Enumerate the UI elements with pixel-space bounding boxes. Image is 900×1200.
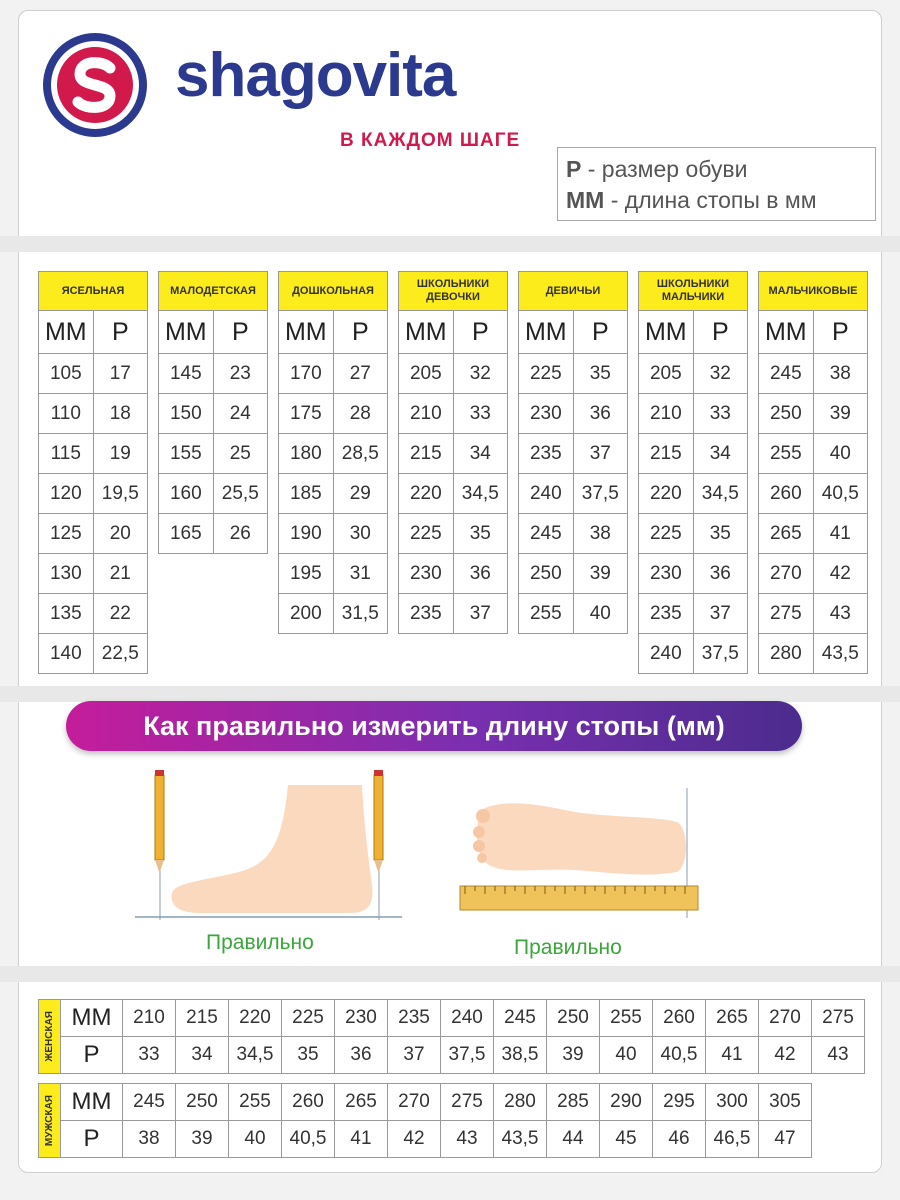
table-title: МАЛЬЧИКОВЫЕ: [759, 272, 868, 311]
mm-cell: 265: [335, 1084, 388, 1121]
table-row: [639, 394, 748, 434]
p-cell: 31,5: [333, 594, 387, 634]
mm-cell: 260: [282, 1084, 335, 1121]
mm-cell: 270: [759, 554, 814, 594]
p-cell: 47: [759, 1121, 812, 1158]
p-cell: 40,5: [282, 1121, 335, 1158]
table-row: [39, 1037, 865, 1074]
mm-cell: 280: [494, 1084, 547, 1121]
mm-cell: 165: [159, 514, 214, 554]
mm-cell: 250: [547, 1000, 600, 1037]
p-cell: 34: [453, 434, 507, 474]
legend-mm-key: ММ: [566, 187, 605, 213]
table-row: [759, 554, 868, 594]
p-cell: 43,5: [494, 1121, 547, 1158]
mm-cell: 255: [600, 1000, 653, 1037]
mm-cell: 210: [123, 1000, 176, 1037]
p-cell: 38: [573, 514, 627, 554]
table-title: ШКОЛЬНИКИ МАЛЬЧИКИ: [639, 272, 748, 311]
p-cell: 30: [333, 514, 387, 554]
table-row: [39, 474, 148, 514]
mm-cell: 245: [759, 354, 814, 394]
kids-size-table: [398, 271, 508, 634]
p-cell: 37: [573, 434, 627, 474]
unit-mm-label: ММ: [279, 311, 334, 354]
p-cell: 38: [123, 1121, 176, 1158]
p-cell: 40,5: [813, 474, 867, 514]
mm-cell: 210: [399, 394, 454, 434]
p-cell: 25: [213, 434, 267, 474]
table-row: [39, 554, 148, 594]
brand-name: shagovita: [175, 41, 456, 110]
table-title: МАЛОДЕТСКАЯ: [159, 272, 268, 311]
table-row: [519, 474, 628, 514]
p-cell: 28: [333, 394, 387, 434]
p-cell: 38,5: [494, 1037, 547, 1074]
table-row: [759, 434, 868, 474]
p-cell: 25,5: [213, 474, 267, 514]
divider-band: [0, 236, 900, 252]
p-cell: 42: [759, 1037, 812, 1074]
unit-mm-label: ММ: [759, 311, 814, 354]
mm-cell: 205: [399, 354, 454, 394]
mm-cell: 230: [399, 554, 454, 594]
p-cell: 38: [813, 354, 867, 394]
p-cell: 34,5: [453, 474, 507, 514]
mm-cell: 185: [279, 474, 334, 514]
mm-cell: 115: [39, 434, 94, 474]
mm-cell: 225: [399, 514, 454, 554]
p-cell: 34,5: [229, 1037, 282, 1074]
unit-p-label: Р: [61, 1121, 123, 1158]
table-title: ЯСЕЛЬНАЯ: [39, 272, 148, 311]
p-cell: 35: [573, 354, 627, 394]
table-row: [279, 354, 388, 394]
p-cell: 37: [388, 1037, 441, 1074]
mm-cell: 255: [519, 594, 574, 634]
kids-size-table: [758, 271, 868, 674]
unit-p-label: Р: [333, 311, 387, 354]
mm-cell: 125: [39, 514, 94, 554]
p-cell: 32: [453, 354, 507, 394]
table-row: [759, 514, 868, 554]
mm-cell: 145: [159, 354, 214, 394]
unit-mm-label: ММ: [61, 1000, 123, 1037]
mm-cell: 250: [759, 394, 814, 434]
mm-cell: 110: [39, 394, 94, 434]
mm-cell: 170: [279, 354, 334, 394]
mm-cell: 200: [279, 594, 334, 634]
mm-cell: 210: [639, 394, 694, 434]
table-row: [519, 514, 628, 554]
mm-cell: 275: [812, 1000, 865, 1037]
p-cell: 32: [693, 354, 747, 394]
table-row: [39, 354, 148, 394]
p-cell: 42: [813, 554, 867, 594]
p-cell: 24: [213, 394, 267, 434]
table-row: [399, 474, 508, 514]
pencil-icon: [374, 770, 383, 873]
table-side-label: ЖЕНСКАЯ: [39, 1000, 61, 1074]
p-cell: 43: [812, 1037, 865, 1074]
mm-cell: 230: [639, 554, 694, 594]
mm-cell: 235: [388, 1000, 441, 1037]
p-cell: 37: [453, 594, 507, 634]
p-cell: 37: [693, 594, 747, 634]
p-cell: 40: [229, 1121, 282, 1158]
pencil-icon: [155, 770, 164, 873]
table-row: [279, 594, 388, 634]
unit-p-label: Р: [813, 311, 867, 354]
mm-cell: 215: [399, 434, 454, 474]
ruler-icon: [460, 886, 698, 910]
p-cell: 42: [388, 1121, 441, 1158]
mm-cell: 220: [399, 474, 454, 514]
table-title: ДОШКОЛЬНАЯ: [279, 272, 388, 311]
table-row: [279, 394, 388, 434]
table-row: [39, 1121, 812, 1158]
p-cell: 43,5: [813, 634, 867, 674]
mm-cell: 265: [759, 514, 814, 554]
table-row: [519, 354, 628, 394]
legend-box: [557, 147, 876, 221]
p-cell: 43: [813, 594, 867, 634]
table-row: [639, 554, 748, 594]
p-cell: 46,5: [706, 1121, 759, 1158]
p-cell: 45: [600, 1121, 653, 1158]
unit-mm-label: ММ: [399, 311, 454, 354]
mm-cell: 245: [519, 514, 574, 554]
unit-p-label: Р: [61, 1037, 123, 1074]
table-row: [39, 434, 148, 474]
p-cell: 21: [93, 554, 147, 594]
mm-cell: 245: [494, 1000, 547, 1037]
legend-mm-text: - длина стопы в мм: [610, 187, 817, 213]
mm-cell: 295: [653, 1084, 706, 1121]
mm-cell: 135: [39, 594, 94, 634]
mm-cell: 250: [519, 554, 574, 594]
mm-cell: 270: [388, 1084, 441, 1121]
table-row: [759, 394, 868, 434]
mm-cell: 290: [600, 1084, 653, 1121]
p-cell: 29: [333, 474, 387, 514]
mm-cell: 300: [706, 1084, 759, 1121]
table-title: ШКОЛЬНИКИ ДЕВОЧКИ: [399, 272, 508, 311]
brand-logo-icon: [40, 30, 150, 140]
mm-cell: 105: [39, 354, 94, 394]
mm-cell: 245: [123, 1084, 176, 1121]
p-cell: 34: [176, 1037, 229, 1074]
p-cell: 36: [573, 394, 627, 434]
mm-cell: 155: [159, 434, 214, 474]
p-cell: 22,5: [93, 634, 147, 674]
table-row: [279, 554, 388, 594]
correct-label-2: Правильно: [514, 936, 622, 959]
p-cell: 37,5: [441, 1037, 494, 1074]
table-row: [39, 394, 148, 434]
table-row: [39, 594, 148, 634]
table-row: [399, 594, 508, 634]
p-cell: 34,5: [693, 474, 747, 514]
table-row: [159, 474, 268, 514]
mm-cell: 225: [519, 354, 574, 394]
divider-band: [0, 686, 900, 702]
p-cell: 17: [93, 354, 147, 394]
p-cell: 39: [176, 1121, 229, 1158]
unit-p-label: Р: [93, 311, 147, 354]
p-cell: 26: [213, 514, 267, 554]
table-row: [639, 474, 748, 514]
p-cell: 27: [333, 354, 387, 394]
p-cell: 43: [441, 1121, 494, 1158]
unit-mm-label: ММ: [639, 311, 694, 354]
unit-p-label: Р: [213, 311, 267, 354]
p-cell: 40: [813, 434, 867, 474]
p-cell: 28,5: [333, 434, 387, 474]
mm-cell: 260: [653, 1000, 706, 1037]
foot-side-illustration: [130, 765, 410, 925]
table-row: [519, 594, 628, 634]
mm-cell: 285: [547, 1084, 600, 1121]
table-row: [279, 434, 388, 474]
table-row: [39, 514, 148, 554]
women-size-table: [38, 999, 865, 1074]
divider-band: [0, 966, 900, 982]
mm-cell: 220: [229, 1000, 282, 1037]
unit-p-label: Р: [693, 311, 747, 354]
table-row: [399, 394, 508, 434]
table-row: [159, 354, 268, 394]
mm-cell: 220: [639, 474, 694, 514]
mm-cell: 240: [639, 634, 694, 674]
mm-cell: 120: [39, 474, 94, 514]
unit-mm-label: ММ: [61, 1084, 123, 1121]
p-cell: 33: [693, 394, 747, 434]
p-cell: 22: [93, 594, 147, 634]
mm-cell: 130: [39, 554, 94, 594]
table-side-label: МУЖСКАЯ: [39, 1084, 61, 1158]
mm-cell: 240: [441, 1000, 494, 1037]
p-cell: 34: [693, 434, 747, 474]
p-cell: 19: [93, 434, 147, 474]
measure-banner: Как правильно измерить длину стопы (мм): [66, 701, 802, 751]
mm-cell: 255: [229, 1084, 282, 1121]
table-row: [159, 394, 268, 434]
p-cell: 36: [453, 554, 507, 594]
mm-cell: 225: [282, 1000, 335, 1037]
table-row: [399, 354, 508, 394]
mm-cell: 260: [759, 474, 814, 514]
mm-cell: 305: [759, 1084, 812, 1121]
p-cell: 41: [813, 514, 867, 554]
mm-cell: 175: [279, 394, 334, 434]
mm-cell: 150: [159, 394, 214, 434]
mm-cell: 265: [706, 1000, 759, 1037]
p-cell: 35: [282, 1037, 335, 1074]
unit-mm-label: ММ: [39, 311, 94, 354]
table-row: [759, 474, 868, 514]
table-row: [639, 594, 748, 634]
mm-cell: 275: [759, 594, 814, 634]
table-row: [399, 554, 508, 594]
p-cell: 36: [693, 554, 747, 594]
table-row: [399, 514, 508, 554]
table-row: [519, 394, 628, 434]
correct-label-1: Правильно: [206, 931, 314, 954]
mm-cell: 235: [519, 434, 574, 474]
mm-cell: 240: [519, 474, 574, 514]
brand-tagline: В КАЖДОМ ШАГЕ: [340, 130, 521, 151]
mm-cell: 235: [639, 594, 694, 634]
mm-cell: 190: [279, 514, 334, 554]
kids-size-table: [38, 271, 148, 674]
table-row: [759, 634, 868, 674]
table-row: [639, 514, 748, 554]
table-row: [639, 354, 748, 394]
p-cell: 39: [573, 554, 627, 594]
mm-cell: 205: [639, 354, 694, 394]
kids-size-table: [278, 271, 388, 634]
p-cell: 36: [335, 1037, 388, 1074]
table-row: [39, 634, 148, 674]
kids-size-table: [158, 271, 268, 554]
p-cell: 40,5: [653, 1037, 706, 1074]
p-cell: 33: [123, 1037, 176, 1074]
p-cell: 35: [693, 514, 747, 554]
unit-p-label: Р: [573, 311, 627, 354]
unit-p-label: Р: [453, 311, 507, 354]
mm-cell: 215: [176, 1000, 229, 1037]
table-row: [279, 474, 388, 514]
table-row: [519, 434, 628, 474]
mm-cell: 230: [519, 394, 574, 434]
p-cell: 44: [547, 1121, 600, 1158]
p-cell: 46: [653, 1121, 706, 1158]
p-cell: 39: [813, 394, 867, 434]
kids-size-table: [518, 271, 628, 634]
table-row: [399, 434, 508, 474]
p-cell: 40: [573, 594, 627, 634]
p-cell: 31: [333, 554, 387, 594]
p-cell: 37,5: [573, 474, 627, 514]
p-cell: 39: [547, 1037, 600, 1074]
p-cell: 41: [335, 1121, 388, 1158]
table-title: ДЕВИЧЬИ: [519, 272, 628, 311]
mm-cell: 250: [176, 1084, 229, 1121]
kids-size-table: [638, 271, 748, 674]
p-cell: 23: [213, 354, 267, 394]
table-row: [759, 594, 868, 634]
p-cell: 19,5: [93, 474, 147, 514]
mm-cell: 140: [39, 634, 94, 674]
mm-cell: 235: [399, 594, 454, 634]
table-row: [159, 514, 268, 554]
unit-mm-label: ММ: [159, 311, 214, 354]
p-cell: 35: [453, 514, 507, 554]
mm-cell: 255: [759, 434, 814, 474]
mm-cell: 270: [759, 1000, 812, 1037]
p-cell: 37,5: [693, 634, 747, 674]
table-row: [639, 634, 748, 674]
legend-p-key: Р: [566, 156, 582, 182]
table-row: [39, 1000, 865, 1037]
mm-cell: 225: [639, 514, 694, 554]
unit-mm-label: ММ: [519, 311, 574, 354]
legend-p-text: - размер обуви: [587, 156, 748, 182]
table-row: [519, 554, 628, 594]
table-row: [39, 1084, 812, 1121]
table-row: [279, 514, 388, 554]
mm-cell: 230: [335, 1000, 388, 1037]
mm-cell: 280: [759, 634, 814, 674]
foot-ruler-illustration: [455, 788, 705, 923]
p-cell: 33: [453, 394, 507, 434]
mm-cell: 195: [279, 554, 334, 594]
men-size-table: [38, 1083, 812, 1158]
p-cell: 40: [600, 1037, 653, 1074]
table-row: [639, 434, 748, 474]
mm-cell: 160: [159, 474, 214, 514]
p-cell: 18: [93, 394, 147, 434]
mm-cell: 215: [639, 434, 694, 474]
mm-cell: 180: [279, 434, 334, 474]
p-cell: 41: [706, 1037, 759, 1074]
table-row: [759, 354, 868, 394]
p-cell: 20: [93, 514, 147, 554]
table-row: [159, 434, 268, 474]
mm-cell: 275: [441, 1084, 494, 1121]
